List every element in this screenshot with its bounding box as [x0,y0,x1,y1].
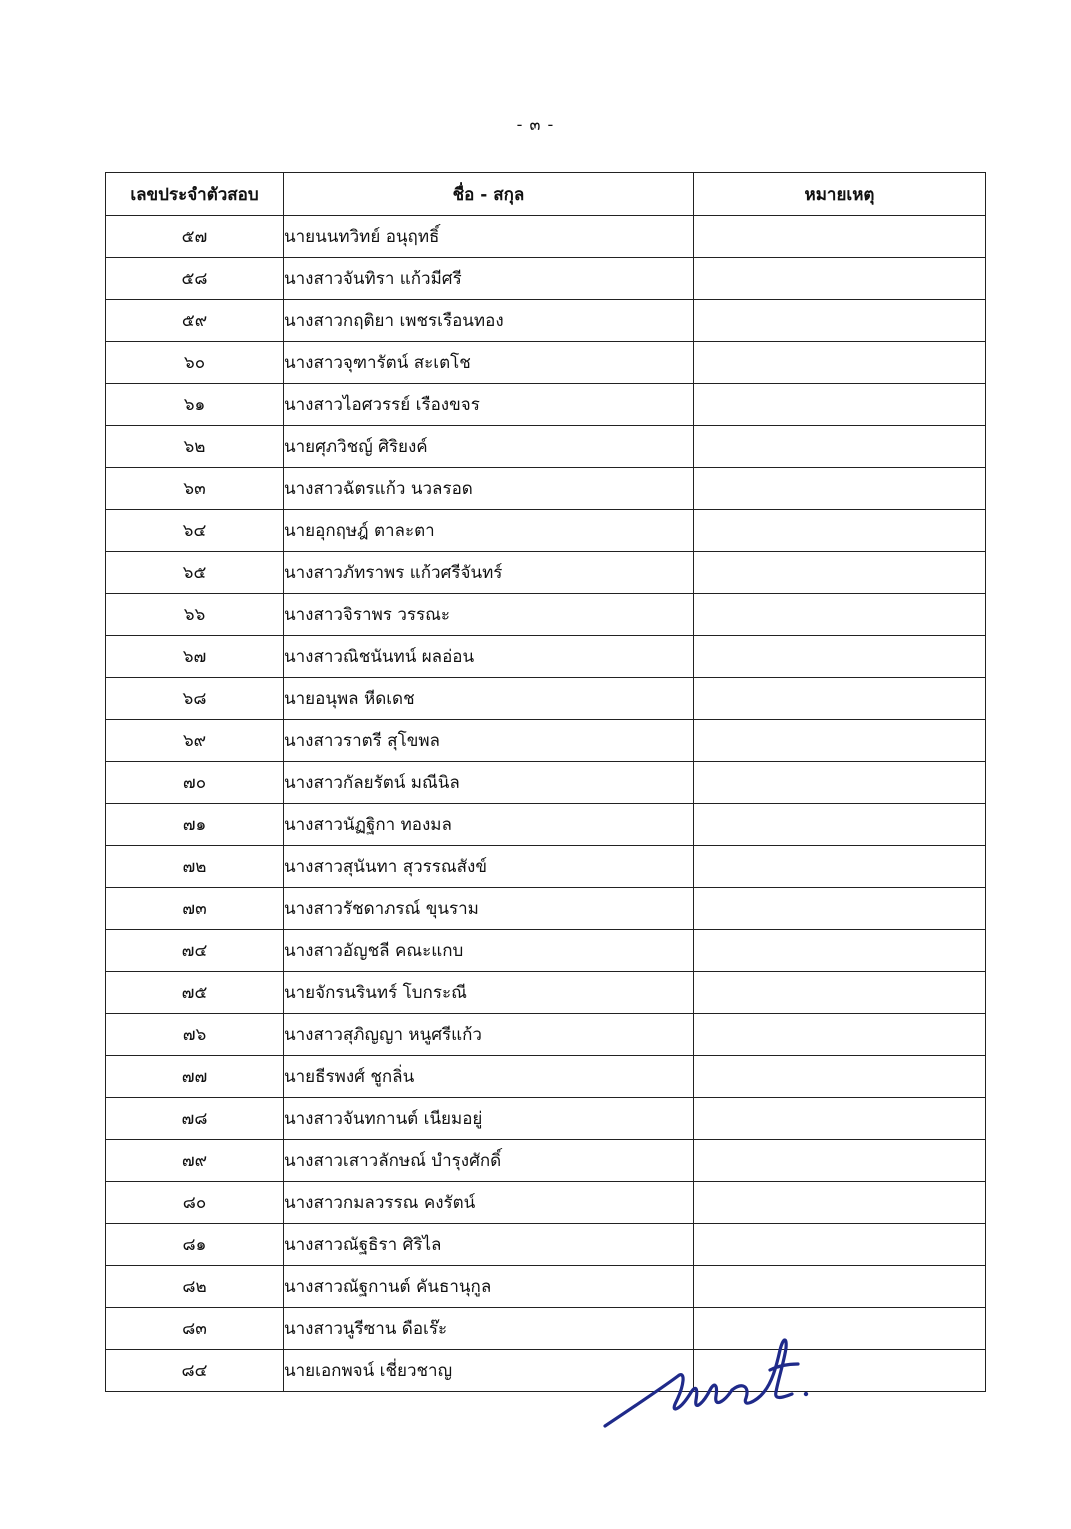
table-row [106,930,986,972]
header-full-name: ชื่อ - สกุล [284,173,694,216]
exam-id-cell: ๘๐ [106,1182,284,1224]
exam-id-cell: ๘๒ [106,1266,284,1308]
table-row [106,1266,986,1308]
full-name-cell: นายศุภวิชญ์ ศิริยงค์ [284,426,694,468]
full-name-cell: นางสาวภัทราพร แก้วศรีจันทร์ [284,552,694,594]
exam-id-cell: ๕๙ [106,300,284,342]
remarks-cell [694,846,986,888]
remarks-cell [694,1140,986,1182]
full-name-cell: นางสาวสุนันทา สุวรรณสังข์ [284,846,694,888]
exam-id-cell: ๖๑ [106,384,284,426]
remarks-cell [694,300,986,342]
exam-id-cell: ๖๕ [106,552,284,594]
remarks-cell [694,342,986,384]
full-name-cell: นางสาวฉัตรแก้ว นวลรอด [284,468,694,510]
signature-image [600,1328,815,1433]
full-name-cell: นายจักรนรินทร์ โบกระณี [284,972,694,1014]
full-name-cell: นางสาวจันทิรา แก้วมีศรี [284,258,694,300]
table-row [106,1098,986,1140]
table-row [106,1014,986,1056]
table-row [106,720,986,762]
page-number: - ๓ - [516,115,555,134]
table-row [106,846,986,888]
full-name-cell: นางสาวอัญชลี คณะแกบ [284,930,694,972]
exam-id-cell: ๖๘ [106,678,284,720]
table-row [106,1056,986,1098]
exam-id-cell: ๗๗ [106,1056,284,1098]
table-row [106,1350,986,1392]
table-row [106,1182,986,1224]
full-name-cell: นางสาวราตรี สุโขพล [284,720,694,762]
exam-id-cell: ๖๒ [106,426,284,468]
table-row [106,216,986,258]
full-name-cell: นายนนทวิทย์ อนุฤทธิ์ [284,216,694,258]
full-name-cell: นางสาวณัฐธิรา ศิริไล [284,1224,694,1266]
remarks-cell [694,1056,986,1098]
exam-id-cell: ๖๐ [106,342,284,384]
remarks-cell [694,1182,986,1224]
exam-id-cell: ๗๐ [106,762,284,804]
remarks-cell [694,594,986,636]
exam-id-cell: ๗๓ [106,888,284,930]
exam-id-cell: ๘๑ [106,1224,284,1266]
table-row [106,258,986,300]
exam-id-cell: ๖๙ [106,720,284,762]
exam-id-cell: ๗๔ [106,930,284,972]
remarks-cell [694,972,986,1014]
exam-id-cell: ๘๓ [106,1308,284,1350]
remarks-cell [694,930,986,972]
table-row [106,300,986,342]
full-name-cell: นางสาวนูรีซาน ดือเร๊ะ [284,1308,694,1350]
header-remarks: หมายเหตุ [694,173,986,216]
remarks-cell [694,762,986,804]
full-name-cell: นางสาวจันทกานต์ เนียมอยู่ [284,1098,694,1140]
remarks-cell [694,552,986,594]
exam-id-cell: ๖๖ [106,594,284,636]
full-name-cell: นางสาวจุฑารัตน์ สะเตโช [284,342,694,384]
table-row [106,972,986,1014]
exam-id-cell: ๗๙ [106,1140,284,1182]
remarks-cell [694,1098,986,1140]
exam-id-cell: ๗๖ [106,1014,284,1056]
table-row [106,342,986,384]
remarks-cell [694,384,986,426]
remarks-cell [694,1224,986,1266]
exam-id-cell: ๘๔ [106,1350,284,1392]
exam-id-cell: ๗๒ [106,846,284,888]
table-row [106,594,986,636]
remarks-cell [694,804,986,846]
remarks-cell [694,678,986,720]
remarks-cell [694,216,986,258]
remarks-cell [694,636,986,678]
full-name-cell: นายธีรพงศ์ ชูกลิ่น [284,1056,694,1098]
table-row [106,888,986,930]
full-name-cell: นางสาวไอศวรรย์ เรืองขจร [284,384,694,426]
table-row [106,1140,986,1182]
exam-id-cell: ๖๓ [106,468,284,510]
table-row [106,384,986,426]
exam-id-cell: ๗๘ [106,1098,284,1140]
full-name-cell: นายอุกฤษฎ์ ตาละตา [284,510,694,552]
candidate-table [105,172,986,1392]
table-header-row [106,173,986,216]
full-name-cell: นางสาวณิชนันทน์ ผลอ่อน [284,636,694,678]
exam-id-cell: ๗๑ [106,804,284,846]
exam-id-cell: ๖๔ [106,510,284,552]
table-body [106,216,986,1392]
exam-id-cell: ๖๗ [106,636,284,678]
full-name-cell: นางสาวสุภิญญา หนูศรีแก้ว [284,1014,694,1056]
table-row [106,510,986,552]
exam-id-cell: ๕๘ [106,258,284,300]
full-name-cell: นางสาวนัฏฐิกา ทองมล [284,804,694,846]
remarks-cell [694,720,986,762]
remarks-cell [694,258,986,300]
remarks-cell [694,426,986,468]
table-row [106,636,986,678]
remarks-cell [694,888,986,930]
table-row [106,1308,986,1350]
table-row [106,804,986,846]
full-name-cell: นางสาวกัลยรัตน์ มณีนิล [284,762,694,804]
exam-id-cell: ๕๗ [106,216,284,258]
table-row [106,762,986,804]
full-name-cell: นางสาวเสาวลักษณ์ บำรุงศักดิ์ [284,1140,694,1182]
table-row [106,426,986,468]
table-row [106,1224,986,1266]
table-row [106,468,986,510]
full-name-cell: นางสาวกฤติยา เพชรเรือนทอง [284,300,694,342]
remarks-cell [694,468,986,510]
full-name-cell: นายอนุพล หีดเดช [284,678,694,720]
remarks-cell [694,510,986,552]
table-row [106,552,986,594]
remarks-cell [694,1014,986,1056]
remarks-cell [694,1266,986,1308]
full-name-cell: นางสาวรัชดาภรณ์ ขุนราม [284,888,694,930]
full-name-cell: นางสาวกมลวรรณ คงรัตน์ [284,1182,694,1224]
exam-id-cell: ๗๕ [106,972,284,1014]
full-name-cell: นางสาวจิราพร วรรณะ [284,594,694,636]
header-exam-id: เลขประจำตัวสอบ [106,173,284,216]
full-name-cell: นายเอกพจน์ เชี่ยวชาญ [284,1350,694,1392]
full-name-cell: นางสาวณัฐกานต์ คันธานุกูล [284,1266,694,1308]
table-row [106,678,986,720]
